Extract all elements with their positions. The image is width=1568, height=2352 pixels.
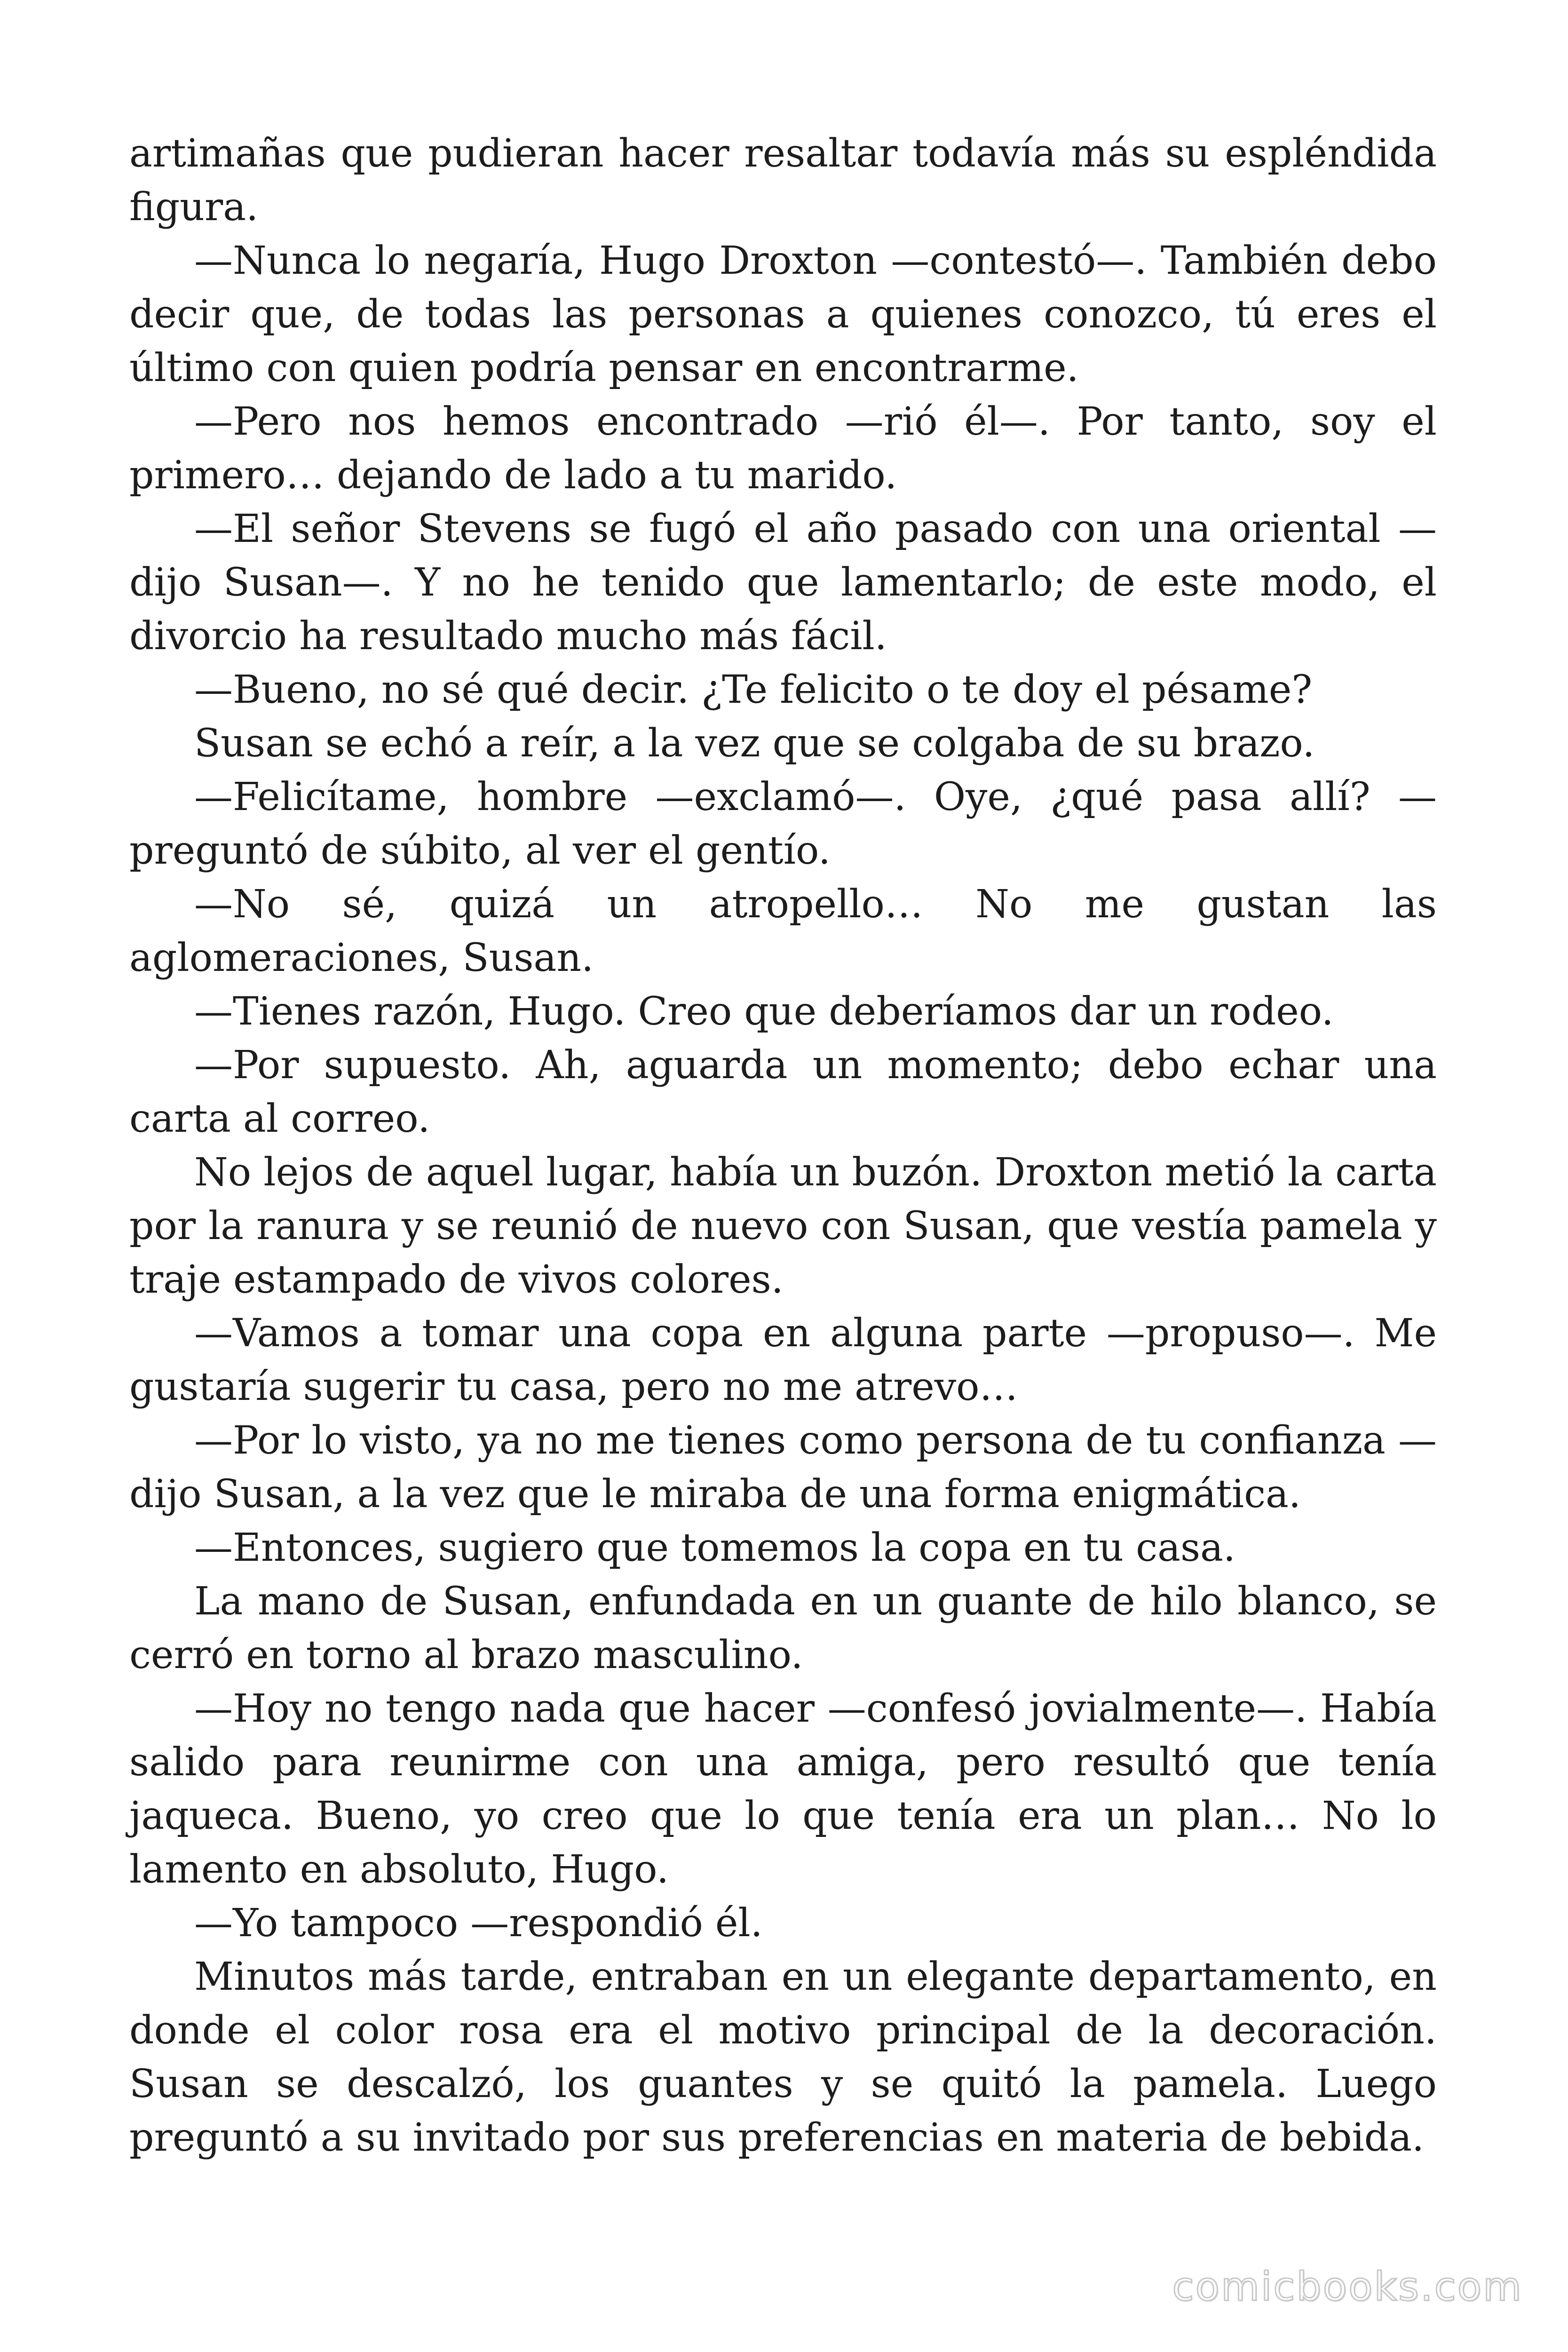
paragraph: —Yo tampoco —respondió él.	[194, 1901, 763, 1946]
paragraph: artimañas que pudieran hacer resaltar todavía más su espléndida figura.	[129, 131, 1437, 230]
paragraph: —Hoy no tengo nada que hacer —confesó jovialmente—. Había salido para reunirme con una amiga, pero resultó que tenía jaqueca. Bueno, yo creo que lo que tenía era un plan… No lo lamento en absoluto, Hugo.	[129, 1686, 1437, 1892]
paragraph: —Felicítame, hombre —exclamó—. Oye, ¿qué pasa allí? —preguntó de súbito, al ver el gentío.	[129, 775, 1437, 873]
paragraph: —El señor Stevens se fugó el año pasado con una oriental —dijo Susan—. Y no he tenido que lamentarlo; de este modo, el divorcio ha resultado mucho más fácil.	[129, 507, 1437, 659]
paragraph: —Tienes razón, Hugo. Creo que deberíamos dar un rodeo.	[194, 989, 1334, 1034]
paragraph: —Entonces, sugiero que tomemos la copa en tu casa.	[194, 1526, 1235, 1570]
paragraph: La mano de Susan, enfundada en un guante de hilo blanco, se cerró en torno al brazo masculino.	[129, 1579, 1437, 1677]
watermark-text: comicbooks.com	[1172, 2264, 1523, 2310]
paragraph: —No sé, quizá un atropello… No me gustan las aglomeraciones, Susan.	[129, 882, 1437, 980]
paragraph: —Nunca lo negaría, Hugo Droxton —contestó—. También debo decir que, de todas las personas a quienes conozco, tú eres el último con quien podría pensar en encontrarme.	[129, 238, 1437, 390]
paragraph: —Bueno, no sé qué decir. ¿Te felicito o te doy el pésame?	[194, 667, 1313, 712]
paragraph: —Por lo visto, ya no me tienes como persona de tu confianza —dijo Susan, a la vez que le miraba de una forma enigmática.	[129, 1418, 1437, 1517]
paragraph: —Pero nos hemos encontrado —rió él—. Por tanto, soy el primero… dejando de lado a tu marido.	[129, 399, 1437, 498]
paragraph: No lejos de aquel lugar, había un buzón. Droxton metió la carta por la ranura y se reunió de nuevo con Susan, que vestía pamela y traje estampado de vivos colores.	[129, 1150, 1437, 1302]
paragraph: —Por supuesto. Ah, aguarda un momento; debo echar una carta al correo.	[129, 1043, 1437, 1141]
paragraph: Susan se echó a reír, a la vez que se colgaba de su brazo.	[194, 721, 1315, 766]
paragraph: Minutos más tarde, entraban en un elegante departamento, en donde el color rosa era el motivo principal de la decoración. Susan se descalzó, los guantes y se quitó la pamela. Luego preguntó a su invitado por sus preferencias en materia de bebida.	[129, 1955, 1437, 2160]
page-body	[129, 127, 1437, 2165]
paragraph: —Vamos a tomar una copa en alguna parte —propuso—. Me gustaría sugerir tu casa, pero no me atrevo…	[129, 1311, 1437, 1409]
